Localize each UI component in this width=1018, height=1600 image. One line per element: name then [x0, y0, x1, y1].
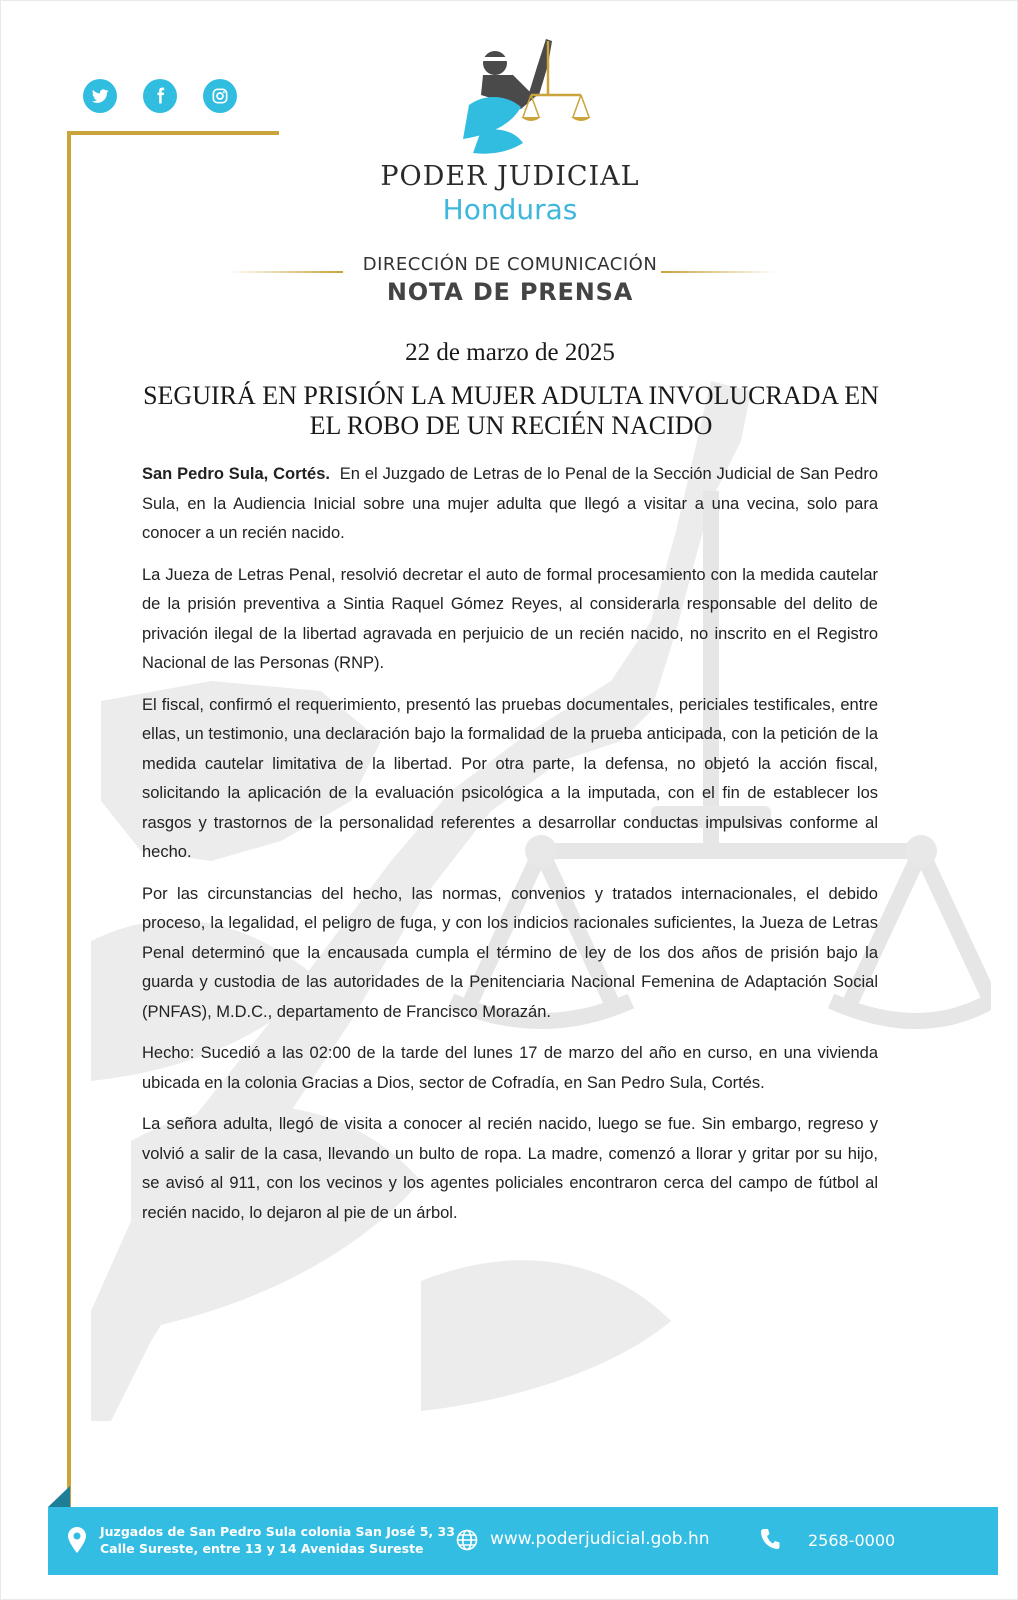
publication-date: 22 de marzo de 2025 [405, 339, 615, 366]
instagram-icon[interactable] [203, 79, 237, 113]
headline-line-1: SEGUIRÁ EN PRISIÓN LA MUJER ADULTA INVOLUCRADA EN [143, 381, 879, 410]
department-title: DIRECCIÓN DE COMUNICACIÓN [362, 254, 658, 275]
article-body [142, 460, 878, 1240]
headline-line-2: EL ROBO DE UN RECIÉN NACIDO [309, 411, 713, 440]
paragraph-1 [142, 460, 878, 549]
location-pin-icon [68, 1527, 86, 1553]
paragraph-4: Por las circunstancias del hecho, las normas, convenios y tratados internacionales, el debido proceso, la legalidad, el peligro de fuga, y con los indicios racionales suficientes, la Jueza de Letras Penal determinó que la encausada cumpla el término de ley de los dos años de prisión bajo la guarda y custodia de las autoridades de la Penitenciaria Nacional Femenina de Adaptación Social (PNFAS), M.D.C., departamento de Francisco Morazán. [142, 884, 878, 1021]
paragraph-1-text: En el Juzgado de Letras de lo Penal de la Sección Judicial de San Pedro Sula, en la Audiencia Inicial sobre una mujer adulta que llegó a visitar a una vecina, solo para conocer a un recién nacido. [142, 465, 878, 542]
paragraph-5: Hecho: Sucedió a las 02:00 de la tarde del lunes 17 de marzo del año en curso, en una vivienda ubicada en la colonia Gracias a Dios, sector de Cofradía, en San Pedro Sula, Cortés. [142, 1044, 878, 1092]
phone-icon [760, 1528, 780, 1550]
document-type: NOTA DE PRENSA [386, 278, 634, 306]
poder-judicial-logo [451, 35, 601, 165]
lead-location: San Pedro Sula, Cortés. [142, 465, 330, 483]
org-subtitle: Honduras [442, 193, 578, 226]
paragraph-6: La señora adulta, llegó de visita a conocer al recién nacido, luego se fue. Sin embargo, regreso y volvió a salir de la casa, llevando un bulto de ropa. La madre, comenzó a llorar y gritar por su hijo, se avisó al 911, con los vecinos y los agentes policiales encontraron cerca del campo de fútbol al recién nacido, lo dejaron al pie de un árbol. [142, 1115, 878, 1222]
phone-number[interactable]: 2568-0000 [808, 1531, 896, 1550]
address-line-1: Juzgados de San Pedro Sula colonia San José 5, 33 [100, 1524, 455, 1539]
footer-bar [48, 1507, 998, 1575]
footer-address [100, 1523, 455, 1557]
facebook-icon[interactable] [143, 79, 177, 113]
globe-icon [456, 1529, 478, 1551]
footer-corner-fold [48, 1486, 70, 1507]
paragraph-2: La Jueza de Letras Penal, resolvió decretar el auto de formal procesamiento con la medida cautelar de la prisión preventiva a Sintia Raquel Gómez Reyes, al considerarla responsable del delito de privación ilegal de la libertad agravada en perjuicio de un recién nacido, no inscrito en el Registro Nacional de las Personas (RNP). [142, 565, 878, 672]
website-link[interactable]: www.poderjudicial.gob.hn [490, 1529, 710, 1549]
twitter-icon[interactable] [83, 79, 117, 113]
paragraph-3: El fiscal, confirmó el requerimiento, presentó las pruebas documentales, periciales testificales, entre ellas, un testimonio, una declaración bajo la formalidad de la prueba anticipada, con la petición de la medida cautelar limitativa de la libertad. Por otra parte, la defensa, no objetó la acción fiscal, solicitando la aplicación de la evaluación psicológica a la imputada, con el fin de establecer los rasgos y trastornos de la personalidad referentes a desarrollar conductas impulsivas conforme al hecho. [142, 695, 878, 861]
gold-frame-top [67, 131, 279, 135]
article-headline [121, 381, 901, 441]
address-line-2: Calle Sureste, entre 13 y 14 Avenidas Sureste [100, 1541, 424, 1556]
org-name: PODER JUDICIAL [380, 161, 640, 192]
